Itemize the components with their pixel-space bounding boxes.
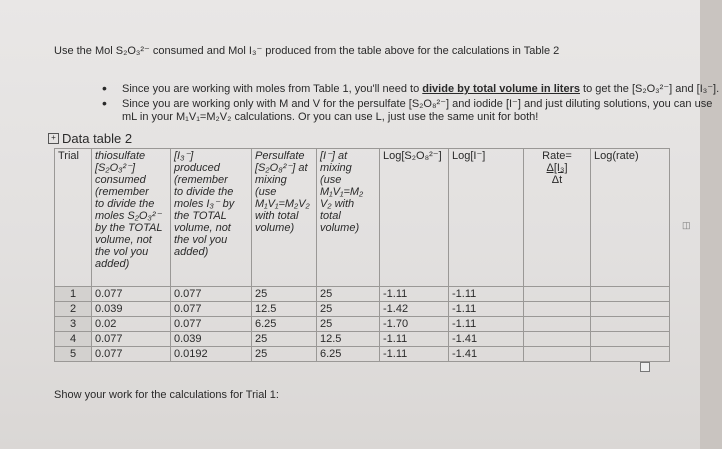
cell-trial[interactable]: 1 bbox=[55, 287, 92, 302]
cell-rate[interactable] bbox=[524, 332, 591, 347]
cell-rate[interactable] bbox=[524, 347, 591, 362]
cell-log-persulfate[interactable]: -1.11 bbox=[380, 332, 449, 347]
cell-persulfate[interactable]: 25 bbox=[252, 287, 317, 302]
cell-rate[interactable] bbox=[524, 317, 591, 332]
header-log-rate: Log(rate) bbox=[591, 149, 670, 287]
cell-persulfate[interactable]: 25 bbox=[252, 347, 317, 362]
cell-log-iodide[interactable]: -1.41 bbox=[449, 347, 524, 362]
header-log-persulfate: Log[S₂O₈²⁻] bbox=[380, 149, 449, 287]
table-row bbox=[55, 287, 670, 302]
cell-log-rate[interactable] bbox=[591, 302, 670, 317]
table-resize-handle[interactable] bbox=[640, 362, 650, 372]
cell-persulfate[interactable]: 12.5 bbox=[252, 302, 317, 317]
cell-persulfate[interactable]: 25 bbox=[252, 332, 317, 347]
table-row bbox=[55, 302, 670, 317]
intro-text: Use the Mol S₂O₃²⁻ consumed and Mol I₃⁻ produced from the table above for the calculations in Table 2 bbox=[54, 45, 560, 57]
footer-instruction: Show your work for the calculations for Trial 1: bbox=[54, 389, 279, 401]
cell-iodide[interactable]: 12.5 bbox=[317, 332, 380, 347]
cell-i3[interactable]: 0.077 bbox=[171, 287, 252, 302]
cell-thiosulfate[interactable]: 0.077 bbox=[92, 332, 171, 347]
header-persulfate: Persulfate [S₂O₈²⁻] at mixing (use M₁V₁=M₂V₂ with total volume) bbox=[252, 149, 317, 287]
header-rate: Rate= Δ[I₃] Δt bbox=[524, 149, 591, 287]
cell-trial[interactable]: 5 bbox=[55, 347, 92, 362]
instruction-list bbox=[62, 83, 722, 126]
cell-thiosulfate[interactable]: 0.02 bbox=[92, 317, 171, 332]
cell-trial[interactable]: 2 bbox=[55, 302, 92, 317]
header-iodide: [I⁻] at mixing (use M₁V₁=M₂ V₂ with total volume) bbox=[317, 149, 380, 287]
bullet-1-tail: to get the [S₂O₃²⁻] and [I₃⁻]. bbox=[579, 83, 720, 95]
header-i3-produced: [I₃⁻] produced (remember to divide the moles I₃⁻ by the TOTAL volume, not the vol you added) bbox=[171, 149, 252, 287]
table-row bbox=[55, 332, 670, 347]
data-table-2 bbox=[54, 148, 670, 362]
cell-iodide[interactable]: 6.25 bbox=[317, 347, 380, 362]
data-table-title-text: Data table 2 bbox=[62, 131, 133, 146]
cell-trial[interactable]: 4 bbox=[55, 332, 92, 347]
cell-log-rate[interactable] bbox=[591, 347, 670, 362]
cell-log-iodide[interactable]: -1.11 bbox=[449, 317, 524, 332]
bullet-1-emphasis: divide by total volume in liters bbox=[422, 83, 580, 95]
cell-log-rate[interactable] bbox=[591, 287, 670, 302]
cell-log-iodide[interactable]: -1.11 bbox=[449, 302, 524, 317]
cell-persulfate[interactable]: 6.25 bbox=[252, 317, 317, 332]
table-edge-handle-icon[interactable]: ◫ bbox=[682, 220, 691, 230]
bullet-1-text: Since you are working with moles from Table 1, you'll need to bbox=[122, 83, 423, 95]
cell-rate[interactable] bbox=[524, 302, 591, 317]
instruction-bullet-1 bbox=[102, 83, 722, 96]
cell-log-rate[interactable] bbox=[591, 317, 670, 332]
header-trial: Trial bbox=[55, 149, 92, 287]
cell-rate[interactable] bbox=[524, 287, 591, 302]
header-log-iodide: Log[I⁻] bbox=[449, 149, 524, 287]
cell-log-iodide[interactable]: -1.11 bbox=[449, 287, 524, 302]
table-row bbox=[55, 347, 670, 362]
cell-log-rate[interactable] bbox=[591, 332, 670, 347]
cell-thiosulfate[interactable]: 0.039 bbox=[92, 302, 171, 317]
cell-thiosulfate[interactable]: 0.077 bbox=[92, 347, 171, 362]
cell-thiosulfate[interactable]: 0.077 bbox=[92, 287, 171, 302]
table-header-row bbox=[55, 149, 670, 287]
table-row bbox=[55, 317, 670, 332]
cell-i3[interactable]: 0.077 bbox=[171, 302, 252, 317]
cell-log-persulfate[interactable]: -1.11 bbox=[380, 347, 449, 362]
cell-i3[interactable]: 0.077 bbox=[171, 317, 252, 332]
cell-log-persulfate[interactable]: -1.11 bbox=[380, 287, 449, 302]
table-move-handle-icon[interactable]: + bbox=[48, 133, 59, 144]
cell-i3[interactable]: 0.039 bbox=[171, 332, 252, 347]
cell-trial[interactable]: 3 bbox=[55, 317, 92, 332]
cell-iodide[interactable]: 25 bbox=[317, 287, 380, 302]
bullet-2-text: Since you are working only with M and V for the persulfate [S₂O₈²⁻] and iodide [I⁻] and just diluting solutions, you can use mL in your M₁V₁=M₂V₂ calculations. Or you can use L, just use the same unit for both! bbox=[122, 98, 713, 123]
header-thiosulfate: thiosulfate [S₂O₃²⁻] consumed (remember to divide the moles S₂O₃²⁻ by the TOTAL volume, not the vol you added) bbox=[92, 149, 171, 287]
cell-log-persulfate[interactable]: -1.70 bbox=[380, 317, 449, 332]
data-table-title bbox=[48, 131, 132, 146]
instruction-bullet-2 bbox=[102, 98, 722, 124]
cell-i3[interactable]: 0.0192 bbox=[171, 347, 252, 362]
cell-log-iodide[interactable]: -1.41 bbox=[449, 332, 524, 347]
cell-iodide[interactable]: 25 bbox=[317, 317, 380, 332]
cell-log-persulfate[interactable]: -1.42 bbox=[380, 302, 449, 317]
cell-iodide[interactable]: 25 bbox=[317, 302, 380, 317]
